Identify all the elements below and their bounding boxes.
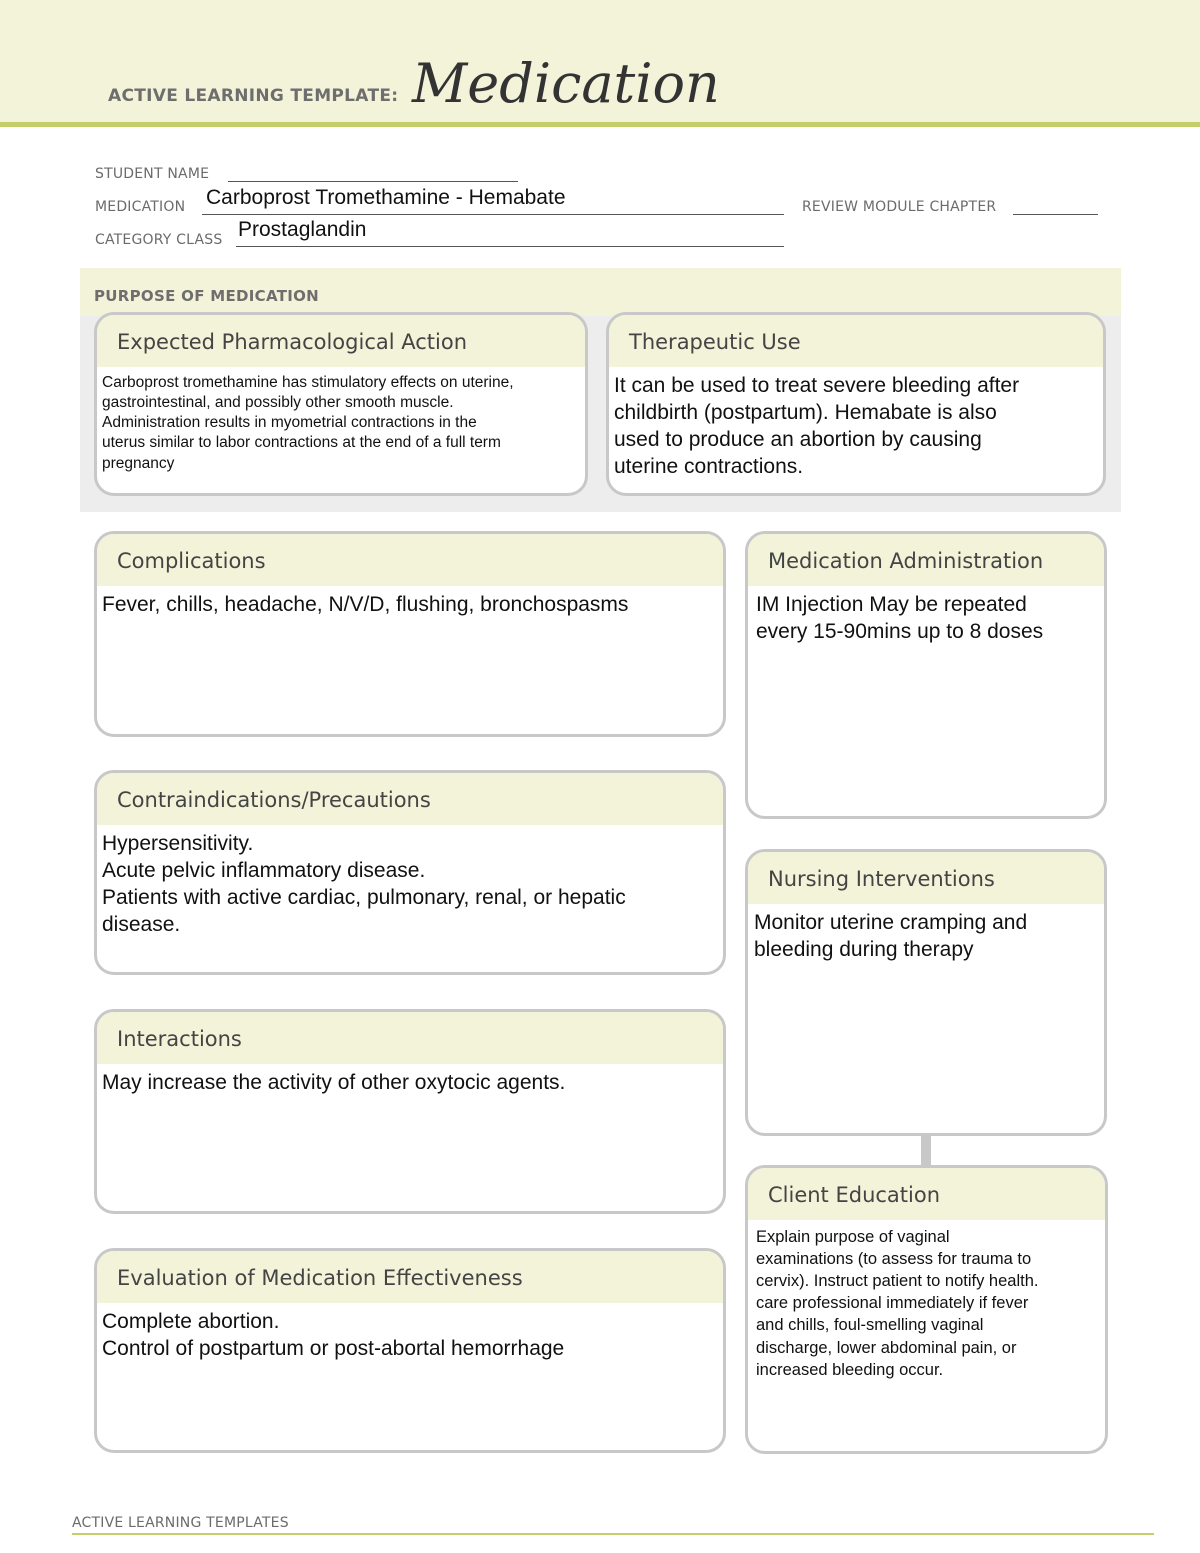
- nursing-interventions-title: Nursing Interventions: [748, 852, 1104, 904]
- client-education-box: [745, 1165, 1108, 1454]
- review-module-label: REVIEW MODULE CHAPTER: [802, 199, 997, 215]
- expected-action-text[interactable]: Carboprost tromethamine has stimulatory effects on uterine, gastrointestinal, and possibly other smooth muscle. Administration results in myometrial contractions in the uterus similar to labor contractions at the end of a full term pregnancy: [102, 374, 514, 472]
- page-title: Medication: [412, 52, 720, 115]
- therapeutic-use-text[interactable]: It can be used to treat severe bleeding after childbirth (postpartum). Hemabate is also used to produce an abortion by causing uterine contractions.: [614, 374, 1020, 478]
- complications-box: [94, 531, 726, 737]
- student-name-label: STUDENT NAME: [95, 166, 210, 182]
- medication-administration-text[interactable]: IM Injection May be repeated every 15-90mins up to 8 doses: [756, 593, 1044, 643]
- medication-line: [202, 214, 784, 215]
- header-divider: [0, 122, 1200, 127]
- footer-divider: [72, 1533, 1154, 1535]
- category-class-line: [236, 246, 784, 247]
- nursing-interventions-box: [745, 849, 1107, 1136]
- interactions-box: [94, 1009, 726, 1214]
- complications-title: Complications: [97, 534, 723, 586]
- contraindications-title: Contraindications/Precautions: [97, 773, 723, 825]
- contraindications-box: [94, 770, 726, 975]
- medication-label: MEDICATION: [95, 199, 186, 215]
- review-module-line: [1013, 214, 1098, 215]
- nursing-interventions-text[interactable]: Monitor uterine cramping and bleeding during therapy: [754, 911, 1028, 961]
- client-education-text[interactable]: Explain purpose of vaginal examinations (to assess for trauma to cervix). Instruct patient to notify health. care professional immediately if fever and chills, foul-smelling vaginal discharge, lower abdominal pain, or increased bleeding occur.: [756, 1228, 1039, 1379]
- student-name-line: [228, 181, 518, 182]
- interactions-title: Interactions: [97, 1012, 723, 1064]
- complications-text[interactable]: Fever, chills, headache, N/V/D, flushing, bronchospasms: [102, 593, 629, 616]
- evaluation-text[interactable]: Complete abortion. Control of postpartum or post-abortal hemorrhage: [102, 1310, 565, 1360]
- expected-action-title: Expected Pharmacological Action: [97, 315, 585, 367]
- therapeutic-use-box: [606, 312, 1106, 496]
- contraindications-text[interactable]: Hypersensitivity. Acute pelvic inflammatory disease. Patients with active cardiac, pulmonary, renal, or hepatic disease.: [102, 832, 626, 936]
- category-class-label: CATEGORY CLASS: [95, 232, 223, 248]
- client-education-title: Client Education: [748, 1168, 1105, 1220]
- medication-field[interactable]: Carboprost Tromethamine - Hemabate: [206, 186, 566, 209]
- evaluation-box: [94, 1248, 726, 1453]
- connector-bar: [921, 1134, 931, 1166]
- interactions-text[interactable]: May increase the activity of other oxytocic agents.: [102, 1071, 566, 1094]
- category-class-field[interactable]: Prostaglandin: [238, 218, 367, 241]
- evaluation-title: Evaluation of Medication Effectiveness: [97, 1251, 723, 1303]
- footer-label: ACTIVE LEARNING TEMPLATES: [72, 1515, 289, 1531]
- purpose-label: PURPOSE OF MEDICATION: [94, 287, 320, 305]
- template-label: ACTIVE LEARNING TEMPLATE:: [108, 86, 399, 106]
- medication-administration-box: [745, 531, 1107, 819]
- therapeutic-use-title: Therapeutic Use: [609, 315, 1103, 367]
- medication-administration-title: Medication Administration: [748, 534, 1104, 586]
- expected-action-box: [94, 312, 588, 496]
